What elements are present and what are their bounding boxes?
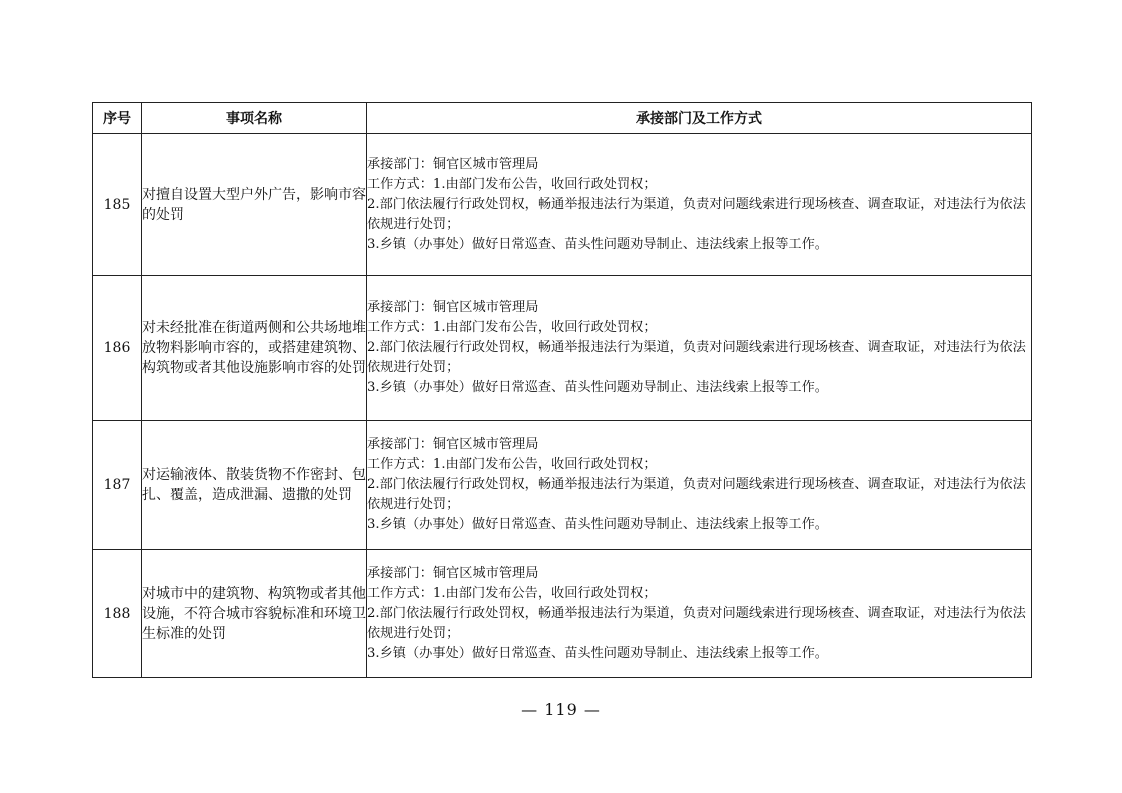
item-name: 对擅自设置大型户外广告，影响市容的处罚 xyxy=(142,134,367,276)
serial-number: 185 xyxy=(93,134,142,276)
department-method xyxy=(367,550,1032,678)
items-table xyxy=(92,102,1032,678)
method-line: 工作方式：1.由部门发布公告，收回行政处罚权； xyxy=(367,585,657,601)
table-row xyxy=(93,421,1032,550)
department-method xyxy=(367,421,1032,550)
step-two: 2.部门依法履行行政处罚权，畅通举报违法行为渠道，负责对问题线索进行现场核查、调查取证，对违法行为依法依规进行处罚； xyxy=(367,196,1026,232)
step-two: 2.部门依法履行行政处罚权，畅通举报违法行为渠道，负责对问题线索进行现场核查、调查取证，对违法行为依法依规进行处罚； xyxy=(367,340,1026,375)
step-two: 2.部门依法履行行政处罚权，畅通举报违法行为渠道，负责对问题线索进行现场核查、调查取证，对违法行为依法依规进行处罚； xyxy=(367,477,1026,512)
step-three: 3.乡镇（办事处）做好日常巡查、苗头性问题劝导制止、违法线索上报等工作。 xyxy=(367,236,828,252)
step-three: 3.乡镇（办事处）做好日常巡查、苗头性问题劝导制止、违法线索上报等工作。 xyxy=(367,380,828,395)
header-serial-number: 序号 xyxy=(93,103,142,134)
step-three: 3.乡镇（办事处）做好日常巡查、苗头性问题劝导制止、违法线索上报等工作。 xyxy=(367,517,828,532)
department-method xyxy=(367,134,1032,276)
item-name: 对城市中的建筑物、构筑物或者其他设施，不符合城市容貌标准和环境卫生标准的处罚 xyxy=(142,550,367,678)
department-line: 承接部门：铜官区城市管理局 xyxy=(367,156,539,172)
table-row xyxy=(93,134,1032,276)
serial-number: 187 xyxy=(93,421,142,550)
table-row xyxy=(93,550,1032,678)
table-row xyxy=(93,276,1032,421)
method-line: 工作方式：1.由部门发布公告，收回行政处罚权； xyxy=(367,457,657,472)
item-name: 对未经批准在街道两侧和公共场地堆放物料影响市容的，或搭建建筑物、构筑物或者其他设施影响市容的处罚 xyxy=(142,276,367,421)
step-two: 2.部门依法履行行政处罚权，畅通举报违法行为渠道，负责对问题线索进行现场核查、调查取证，对违法行为依法依规进行处罚； xyxy=(367,605,1026,641)
item-name: 对运输液体、散装货物不作密封、包扎、覆盖，造成泄漏、遗撒的处罚 xyxy=(142,421,367,550)
method-line: 工作方式：1.由部门发布公告，收回行政处罚权； xyxy=(367,320,657,335)
header-department-method: 承接部门及工作方式 xyxy=(367,103,1032,134)
department-line: 承接部门：铜官区城市管理局 xyxy=(367,565,539,581)
department-line: 承接部门：铜官区城市管理局 xyxy=(367,437,539,452)
page-number: — 119 — xyxy=(521,700,601,719)
header-row xyxy=(93,103,1032,134)
method-line: 工作方式：1.由部门发布公告，收回行政处罚权； xyxy=(367,176,657,192)
serial-number: 188 xyxy=(93,550,142,678)
department-line: 承接部门：铜官区城市管理局 xyxy=(367,300,539,315)
step-three: 3.乡镇（办事处）做好日常巡查、苗头性问题劝导制止、违法线索上报等工作。 xyxy=(367,645,828,661)
header-item-name: 事项名称 xyxy=(142,103,367,134)
department-method xyxy=(367,276,1032,421)
serial-number: 186 xyxy=(93,276,142,421)
